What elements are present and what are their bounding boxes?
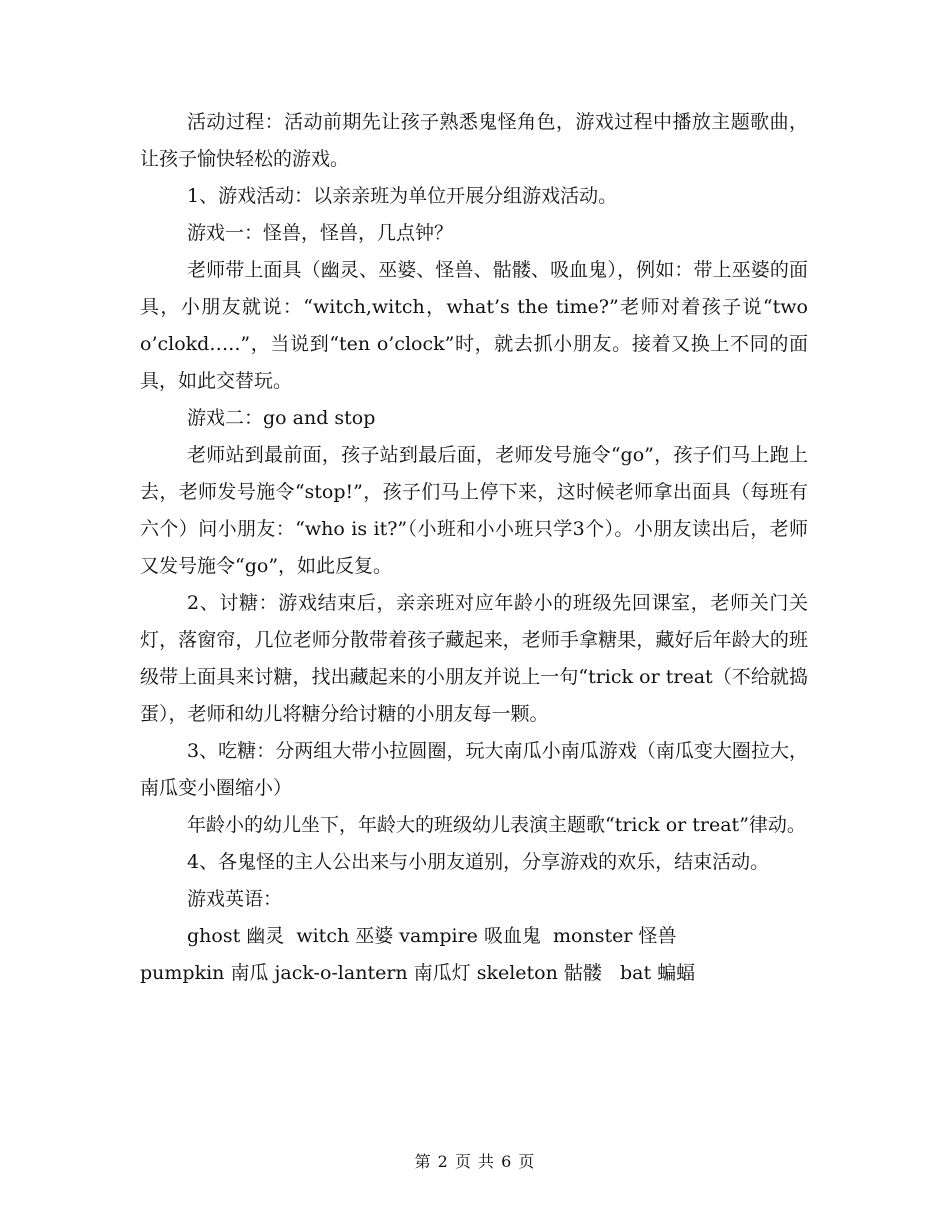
- vocab-line-1: ghost 幽灵 witch 巫婆 vampire 吸血鬼 monster 怪兽: [187, 925, 677, 947]
- paragraph-eat-candy: 3、吃糖：分两组大带小拉圆圈，玩大南瓜小南瓜游戏（南瓜变大圈拉大，南瓜变小圈缩小）: [140, 740, 808, 799]
- paragraph-game-activity: 1、游戏活动：以亲亲班为单位开展分组游戏活动。: [187, 185, 618, 207]
- paragraph-game-two-title: 游戏二：go and stop: [187, 407, 376, 429]
- paragraph-trick-or-treat: 2、讨糖：游戏结束后，亲亲班对应年龄小的班级先回课室，老师关门关灯，落窗帘，几位老师分散带着孩子藏起来，老师手拿糖果，藏好后年龄大的班级带上面具来讨糖，找出藏起来的小朋友并说上一句“trick or treat（不给就捣蛋），老师和幼儿将糖分给讨糖的小朋友每一颗。: [140, 592, 808, 725]
- paragraph-farewell: 4、各鬼怪的主人公出来与小朋友道别，分享游戏的欢乐，结束活动。: [187, 851, 770, 873]
- paragraph-performance: 年龄小的幼儿坐下，年龄大的班级幼儿表演主题歌“trick or treat”律动。: [187, 814, 806, 836]
- paragraph-activity-process: 活动过程：活动前期先让孩子熟悉鬼怪角色，游戏过程中播放主题歌曲，让孩子愉快轻松的游戏。: [140, 111, 808, 170]
- vocab-line-2: pumpkin 南瓜 jack-o-lantern 南瓜灯 skeleton 骷髅 bat 蝙蝠: [140, 962, 696, 984]
- paragraph-game-one-rules: 老师带上面具（幽灵、巫婆、怪兽、骷髅、吸血鬼），例如：带上巫婆的面具，小朋友就说：“witch,witch，what’s the time?”老师对着孩子说“two o’clokd…..”，当说到“ten o’clock”时，就去抓小朋友。接着又换上不同的面具，如此交替玩。: [140, 259, 808, 392]
- paragraph-game-two-rules: 老师站到最前面，孩子站到最后面，老师发号施令“go”，孩子们马上跑上去，老师发号施令“stop!”，孩子们马上停下来，这时候老师拿出面具（每班有六个）问小朋友：“who is it?”（小班和小小班只学3个）。小朋友读出后，老师又发号施令“go”，如此反复。: [140, 444, 808, 577]
- document-body: [140, 104, 808, 992]
- paragraph-game-one-title: 游戏一：怪兽，怪兽，几点钟？: [187, 222, 454, 244]
- paragraph-game-english-title: 游戏英语：: [187, 888, 283, 910]
- page-number-footer: 第 2 页 共 6 页: [414, 1152, 536, 1171]
